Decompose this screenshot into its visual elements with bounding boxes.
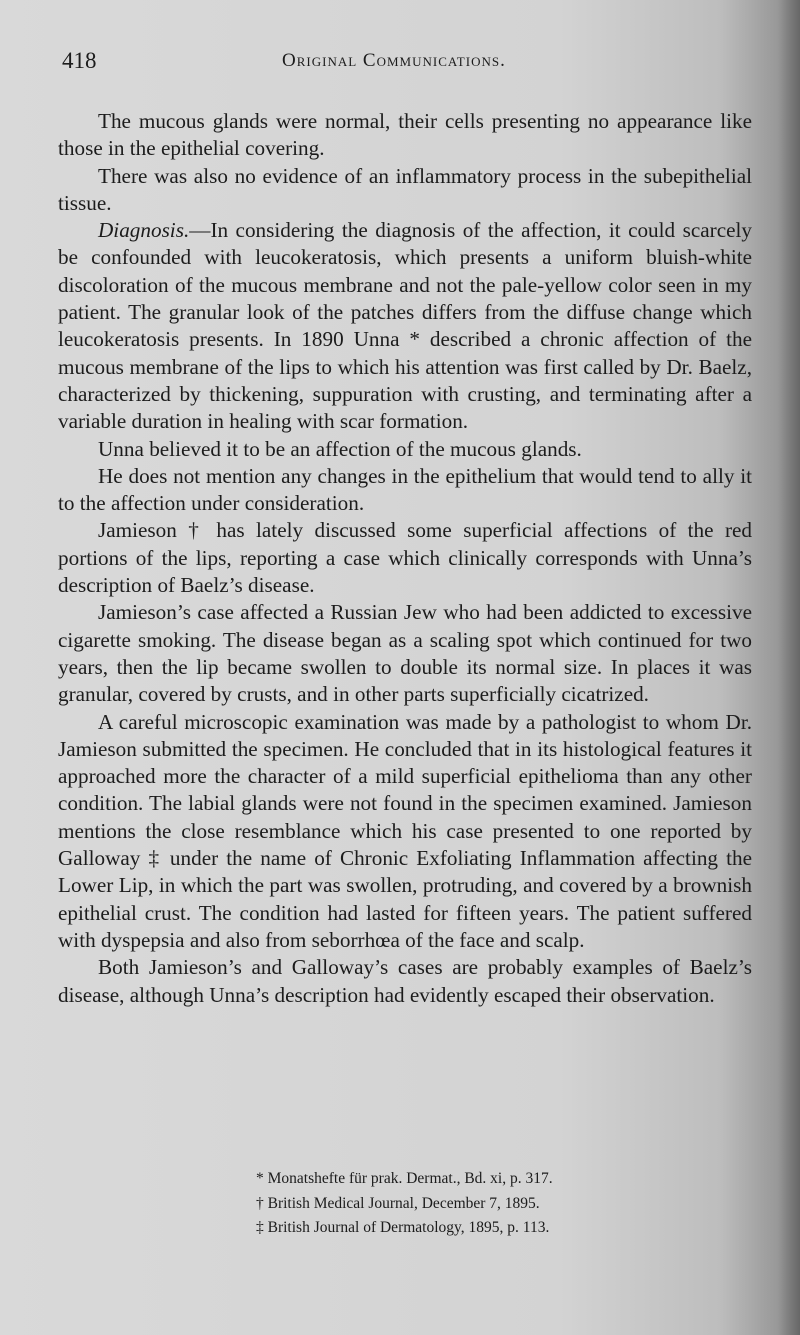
- footnotes: [256, 1167, 716, 1241]
- paragraph: Unna believed it to be an affection of the mucous glands.: [98, 436, 582, 461]
- body-text: [58, 108, 752, 1009]
- section-heading: Diagnosis.: [98, 218, 190, 243]
- page-header: [62, 48, 752, 82]
- paragraph: The mucous glands were normal, their cells presenting no appearance like those in the epithelial covering.: [58, 109, 752, 161]
- footnote: † British Medical Journal, December 7, 1895.: [256, 1194, 540, 1212]
- running-head: Original Communications.: [282, 50, 506, 71]
- footnote: * Monatshefte für prak. Dermat., Bd. xi, p. 317.: [256, 1170, 553, 1187]
- footnote: ‡ British Journal of Dermatology, 1895, p. 113.: [256, 1219, 550, 1236]
- paragraph: A careful microscopic examination was made by a pathologist to whom Dr. Jamieson submitted the specimen. He concluded that in its histological features it approached more the character of a mild superficial epithelioma than any other condition. The labial glands were not found in the specimen examined. Jamieson mentions the close resemblance which his case presented to one reported by Galloway ‡ under the name of Chronic Exfoliating Inflammation affecting the Lower Lip, in which the part was swollen, protruding, and covered by a brownish epithelial crust. The condition had lasted for fifteen years. The patient suffered with dyspepsia and also from seborrhœa of the face and scalp.: [58, 709, 752, 952]
- page-number: 418: [62, 48, 97, 73]
- paragraph-text: —In considering the diagnosis of the affection, it could scarcely be confounded with leucokeratosis, which presents a uniform bluish-white discoloration of the mucous membrane and not the pale-yellow color seen in my patient. The granular look of the patches differs from the diffuse change which leucokeratosis presents. In 1890 Unna * described a chronic affection of the mucous membrane of the lips to which his attention was first called by Dr. Baelz, characterized by thickening, suppuration with crusting, and terminating after a variable duration in healing with scar formation.: [58, 218, 752, 434]
- paragraph: Jamieson † has lately discussed some superficial affections of the red portions of the lips, reporting a case which clinically corresponds with Unna’s description of Baelz’s disease.: [58, 518, 752, 598]
- binding-shadow: [778, 0, 800, 1335]
- paragraph: Jamieson’s case affected a Russian Jew who had been addicted to excessive cigarette smoking. The disease began as a scaling spot which continued for two years, then the lip became swollen to double its normal size. In places it was granular, covered by crusts, and in other parts superficially cicatrized.: [58, 600, 752, 707]
- paragraph: There was also no evidence of an inflammatory process in the subepithelial tissue.: [58, 163, 752, 215]
- paragraph: He does not mention any changes in the epithelium that would tend to ally it to the affection under consideration.: [58, 463, 752, 516]
- paragraph: Both Jamieson’s and Galloway’s cases are probably examples of Baelz’s disease, although Unna’s description had evidently escaped their observation.: [58, 955, 752, 1007]
- paragraph-diagnosis: [58, 217, 752, 435]
